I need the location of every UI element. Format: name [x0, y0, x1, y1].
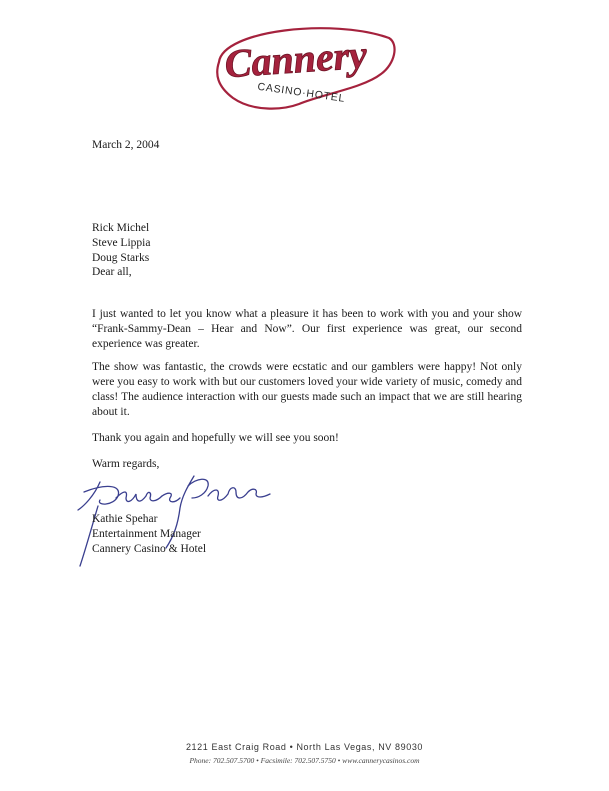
recipient-list — [92, 221, 150, 266]
body-paragraph: The show was fantastic, the crowds were ecstatic and our gamblers were happy! Not only were you easy to work with but our customers loved your wide variety of music, comedy and class! The audience interaction with our guests made such an impact that we are still hearing about it. — [92, 361, 522, 418]
recipient-name: Doug Starks — [92, 252, 150, 264]
letter-date: March 2, 2004 — [92, 139, 160, 151]
recipient-name: Steve Lippia — [92, 237, 151, 249]
recipient-name: Rick Michel — [92, 222, 150, 234]
logo-wordmark: Cannery — [223, 31, 369, 87]
signer-block — [92, 512, 206, 557]
footer-contact: Phone: 702.507.5700 • Facsimile: 702.507.5750 • www.cannerycasinos.com — [189, 756, 420, 765]
footer-address: 2121 East Craig Road • North Las Vegas, NV 89030 — [185, 742, 424, 752]
logo-subtitle: CASINO·HOTEL — [256, 80, 346, 105]
body-paragraph: Thank you again and hopefully we will see you soon! — [92, 432, 339, 444]
signer-organization: Cannery Casino & Hotel — [92, 543, 207, 555]
closing: Warm regards, — [92, 458, 160, 470]
signer-name: Kathie Spehar — [92, 513, 158, 525]
cannery-logo — [213, 24, 398, 118]
salutation: Dear all, — [92, 266, 132, 278]
body-paragraph: I just wanted to let you know what a pleasure it has been to work with you and your show “Frank-Sammy-Dean – Hear and Now”. Our first experience was great, our second experience was greater. — [92, 308, 522, 350]
signer-title: Entertainment Manager — [92, 528, 201, 540]
